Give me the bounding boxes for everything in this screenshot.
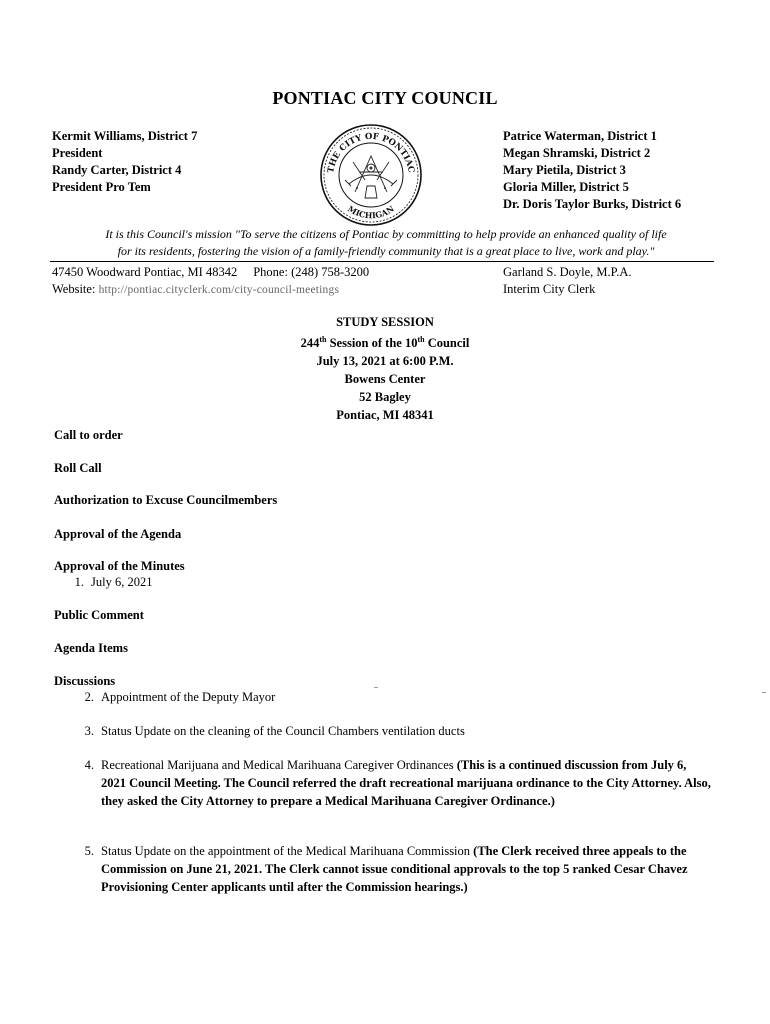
member-district-1: Patrice Waterman, District 1 xyxy=(503,129,657,143)
heading-approval-minutes: Approval of the Minutes xyxy=(54,559,185,573)
member-president-pro-tem-title: President Pro Tem xyxy=(52,180,151,194)
member-president: Kermit Williams, District 7 xyxy=(52,129,198,143)
clerk-title: Interim City Clerk xyxy=(503,282,596,296)
item-text: Appointment of the Deputy Mayor xyxy=(101,690,276,704)
session-city: Pontiac, MI 48341 xyxy=(336,408,434,423)
leadership-list xyxy=(52,128,197,196)
list-item xyxy=(74,722,714,740)
item-text: July 6, 2021 xyxy=(91,575,153,589)
district-members-list xyxy=(503,128,681,213)
item-number: 2. xyxy=(84,690,94,704)
item-number: 3. xyxy=(84,724,94,738)
item-number: 5. xyxy=(84,844,94,858)
item-number: 4. xyxy=(84,758,94,772)
clerk-name: Garland S. Doyle, M.P.A. xyxy=(503,265,632,279)
item-note: (This is a continued discussion from July 6, 2021 Council Meeting. The Council referred the draft recreational marijuana ordinance to the City Attorney. Also, they asked the City Attorney to prepare a Medical Marihuana Caregiver Ordinance.) xyxy=(101,758,711,808)
heading-agenda-items: Agenda Items xyxy=(54,641,128,655)
heading-public-comment: Public Comment xyxy=(54,608,144,622)
council-title: PONTIAC CITY COUNCIL xyxy=(272,88,498,108)
member-district-2: Megan Shramski, District 2 xyxy=(503,146,651,160)
session-type: STUDY SESSION xyxy=(336,315,434,329)
heading-approval-agenda: Approval of the Agenda xyxy=(54,527,182,541)
session-datetime: July 13, 2021 at 6:00 P.M. xyxy=(316,354,454,369)
address: 47450 Woodward Pontiac, MI 48342 xyxy=(52,265,238,279)
session-street: 52 Bagley xyxy=(359,390,411,405)
member-district-6: Dr. Doris Taylor Burks, District 6 xyxy=(503,197,682,211)
phone: Phone: (248) 758-3200 xyxy=(253,265,370,279)
heading-roll-call: Roll Call xyxy=(54,461,102,475)
contact-info xyxy=(52,264,369,299)
item-text: Recreational Marijuana and Medical Marihuana Caregiver Ordinances xyxy=(101,758,457,772)
list-item xyxy=(74,842,714,896)
scan-mark xyxy=(762,692,766,693)
seal-top-text: THE CITY OF PONTIAC xyxy=(326,131,416,174)
session-number: 244th Session of the 10th Council xyxy=(300,335,470,351)
clerk-info xyxy=(503,264,631,298)
website-label: Website: xyxy=(52,282,96,296)
session-details xyxy=(0,313,770,424)
heading-authorization: Authorization to Excuse Councilmembers xyxy=(54,493,278,507)
member-district-3: Mary Pietila, District 3 xyxy=(503,163,626,177)
list-item xyxy=(64,573,704,591)
mission-line-2: for its residents, fostering the vision of a family-friendly community that is a great place to live, work and play." xyxy=(117,244,655,258)
mission-statement xyxy=(56,226,716,260)
list-item xyxy=(74,688,714,706)
heading-discussions: Discussions xyxy=(54,674,116,688)
website-link[interactable]: http://pontiac.cityclerk.com/city-council-meetings xyxy=(98,284,340,296)
item-text: Status Update on the cleaning of the Council Chambers ventilation ducts xyxy=(101,724,465,738)
scan-mark xyxy=(374,687,378,688)
item-number: 1. xyxy=(74,575,84,589)
heading-call-to-order: Call to order xyxy=(54,428,123,442)
item-text: Status Update on the appointment of the Medical Marihuana Commission xyxy=(101,844,474,858)
member-district-5: Gloria Miller, District 5 xyxy=(503,180,629,194)
mission-line-1: It is this Council's mission "To serve the citizens of Pontiac by committing to help provide an enhanced quality of life xyxy=(105,227,667,241)
header-divider xyxy=(50,261,714,262)
city-seal-icon xyxy=(315,122,427,228)
item-note: (The Clerk received three appeals to the Commission on June 21, 2021. The Clerk cannot issue conditional approvals to the top 5 ranked Cesar Chavez Provisioning Center applicants until after the Commission hearings.) xyxy=(101,844,688,894)
list-item xyxy=(74,756,714,810)
session-venue: Bowens Center xyxy=(344,372,426,387)
member-president-title: President xyxy=(52,146,103,160)
member-president-pro-tem: Randy Carter, District 4 xyxy=(52,163,182,177)
svg-text:MICHIGAN xyxy=(346,203,396,220)
seal-bottom-text: MICHIGAN xyxy=(346,203,396,221)
